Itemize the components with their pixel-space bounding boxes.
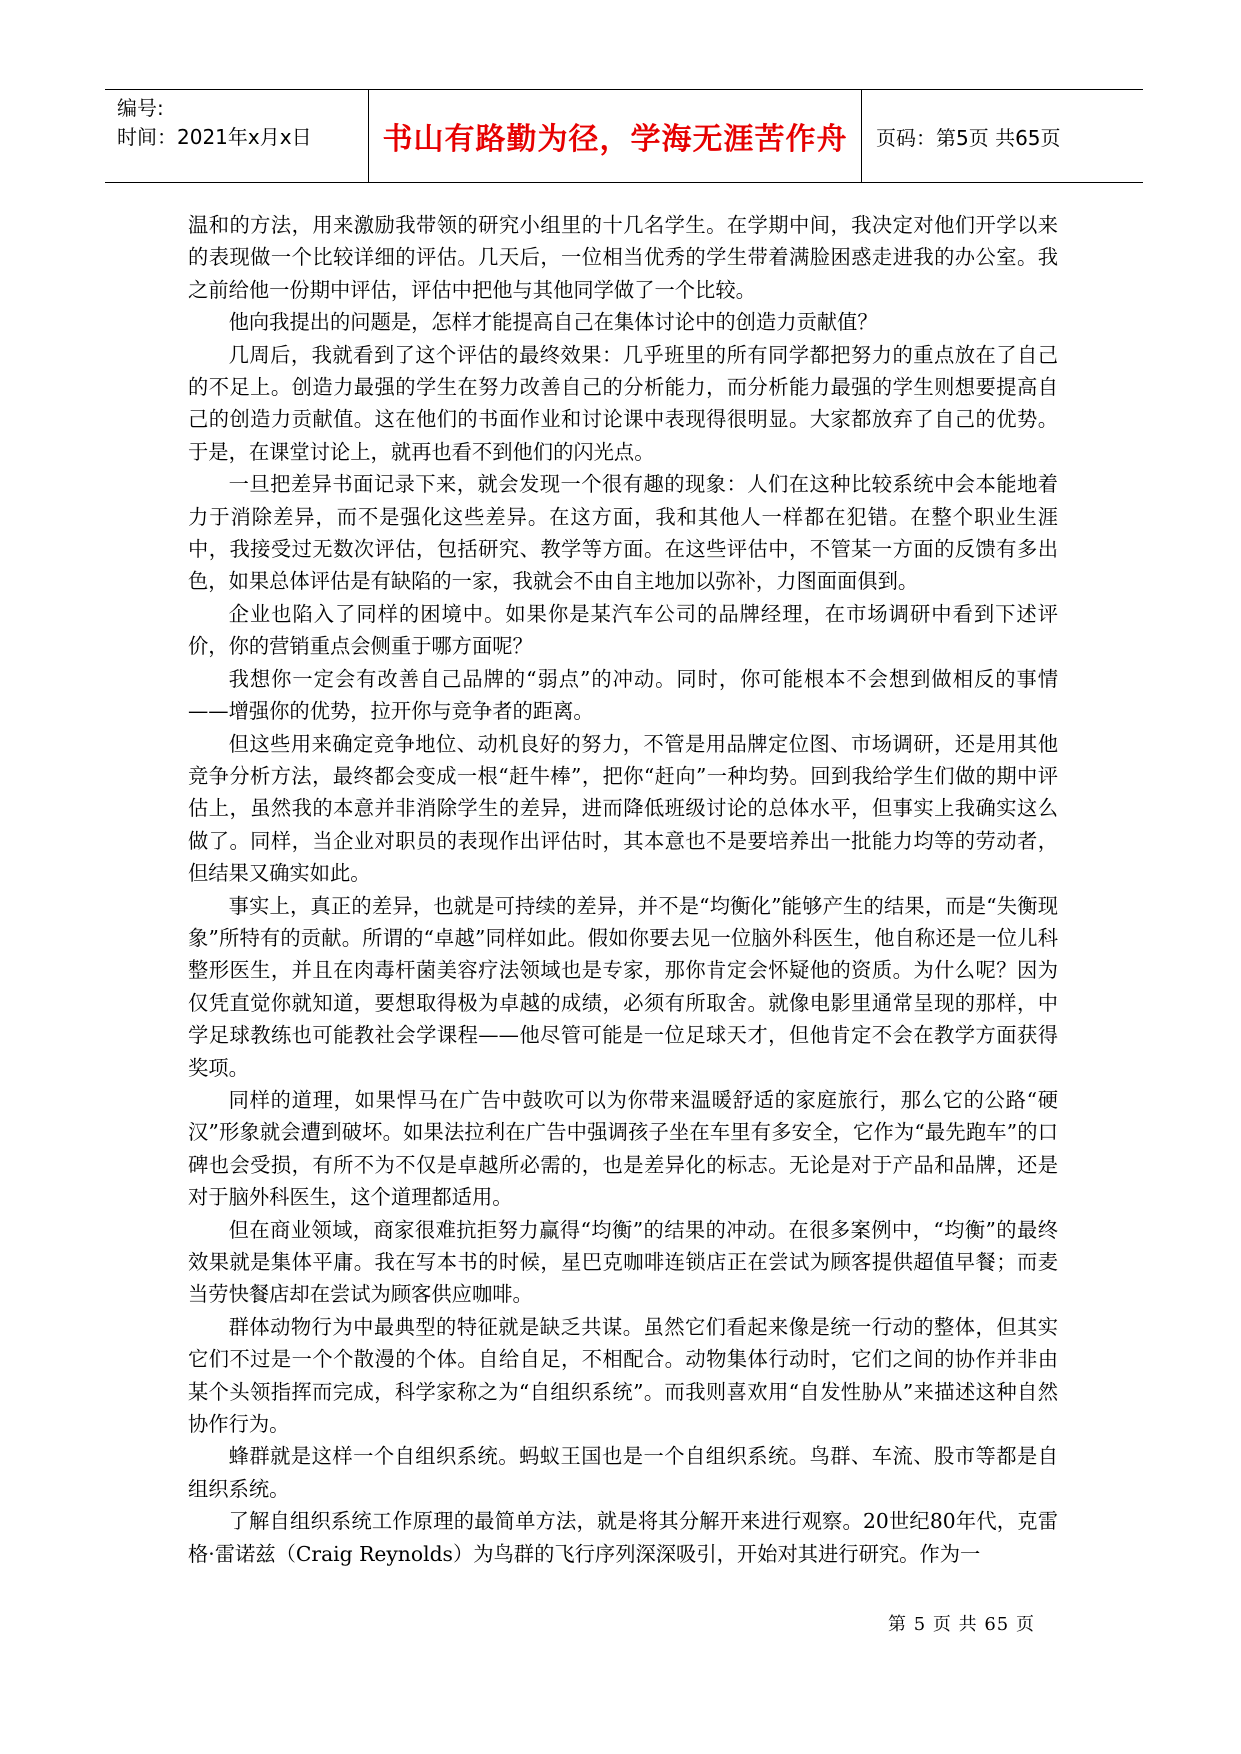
body-paragraph: 但这些用来确定竞争地位、动机良好的努力，不管是用品牌定位图、市场调研，还是用其他竞争分析方法，最终都会变成一根“赶牛棒”，把你“赶向”一种均势。回到我给学生们做的期中评估上，虽然我的本意并非消除学生的差异，进而降低班级讨论的总体水平，但事实上我确实这么做了。同样，当企业对职员的表现作出评估时，其本意也不是要培养出一批能力均等的劳动者，但结果又确实如此。 [188,731,1058,886]
body-paragraph: 他向我提出的问题是，怎样才能提高自己在集体讨论中的创造力贡献值？ [228,310,878,335]
header-page-label: 页码：第5页 共65页 [876,125,1061,150]
body-paragraph: 了解自组织系统工作原理的最简单方法，就是将其分解开来进行观察。20世纪80年代，克雷格·雷诺兹（Craig Reynolds）为鸟群的飞行序列深深吸引，开始对其进行研究。作为一 [188,1509,1058,1566]
header-motto: 书山有路勤为径，学海无涯苦作舟 [369,90,862,182]
document-time-label: 时间：2021年x月x日 [117,125,312,149]
body-paragraph: 温和的方法，用来激励我带领的研究小组里的十几名学生。在学期中间，我决定对他们开学以来的表现做一个比较详细的评估。几天后，一位相当优秀的学生带着满脸困惑走进我的办公室。我之前给他一份期中评估，评估中把他与其他同学做了一个比较。 [188,213,1058,302]
body-paragraph: 群体动物行为中最典型的特征就是缺乏共谋。虽然它们看起来像是统一行动的整体，但其实它们不过是一个个散漫的个体。自给自足，不相配合。动物集体行动时，它们之间的协作并非由某个头领指挥而完成，科学家称之为“自组织系统”。而我则喜欢用“自发性胁从”来描述这种自然协作行为。 [188,1314,1058,1437]
body-paragraph: 企业也陷入了同样的困境中。如果你是某汽车公司的品牌经理，在市场调研中看到下述评价，你的营销重点会侧重于哪方面呢？ [188,601,1058,659]
body-paragraph: 但在商业领域，商家很难抗拒努力赢得“均衡”的结果的冲动。在很多案例中，“均衡”的最终效果就是集体平庸。我在写本书的时候，星巴克咖啡连锁店正在尝试为顾客提供超值早餐；而麦当劳快餐店却在尝试为顾客供应咖啡。 [188,1217,1058,1307]
body-paragraph: 几周后，我就看到了这个评估的最终效果：几乎班里的所有同学都把努力的重点放在了自己的不足上。创造力最强的学生在努力改善自己的分析能力，而分析能力最强的学生则想要提高自己的创造力贡献值。这在他们的书面作业和讨论课中表现得很明显。大家都放弃了自己的优势。于是，在课堂讨论上，就再也看不到他们的闪光点。 [188,342,1058,464]
body-paragraph: 事实上，真正的差异，也就是可持续的差异，并不是“均衡化”能够产生的结果，而是“失衡现象”所特有的贡献。所谓的“卓越”同样如此。假如你要去见一位脑外科医生，他自称还是一位儿科整形医生，并且在肉毒杆菌美容疗法领域也是专家，那你肯定会怀疑他的资质。为什么呢？因为仅凭直觉你就知道，要想取得极为卓越的成绩，必须有所取舍。就像电影里通常呈现的那样，中学足球教练也可能教社会学课程——他尽管可能是一位足球天才，但他肯定不会在教学方面获得奖项。 [188,893,1058,1080]
header-meta-cell [105,90,369,182]
footer-page-number: 第 5 页 共 65 页 [888,1614,1035,1635]
body-paragraph: 我想你一定会有改善自己品牌的“弱点”的冲动。同时，你可能根本不会想到做相反的事情——增强你的优势，拉开你与竞争者的距离。 [188,666,1058,724]
document-number-label: 编号: [117,96,164,120]
body-paragraph: 同样的道理，如果悍马在广告中鼓吹可以为你带来温暖舒适的家庭旅行，那么它的公路“硬汉”形象就会遭到破坏。如果法拉利在广告中强调孩子坐在车里有多安全，它作为“最先跑车”的口碑也会受损，有所不为不仅是卓越所必需的，也是差异化的标志。无论是对于产品和品牌，还是对于脑外科医生，这个道理都适用。 [188,1087,1058,1210]
document-header [105,89,1143,183]
body-paragraph: 蜂群就是这样一个自组织系统。蚂蚁王国也是一个自组织系统。鸟群、车流、股市等都是自组织系统。 [188,1444,1058,1501]
document-body [188,209,1058,1570]
body-paragraph: 一旦把差异书面记录下来，就会发现一个很有趣的现象：人们在这种比较系统中会本能地着力于消除差异，而不是强化这些差异。在这方面，我和其他人一样都在犯错。在整个职业生涯中，我接受过无数次评估，包括研究、教学等方面。在这些评估中，不管某一方面的反馈有多出色，如果总体评估是有缺陷的一家，我就会不由自主地加以弥补，力图面面俱到。 [188,472,1058,594]
